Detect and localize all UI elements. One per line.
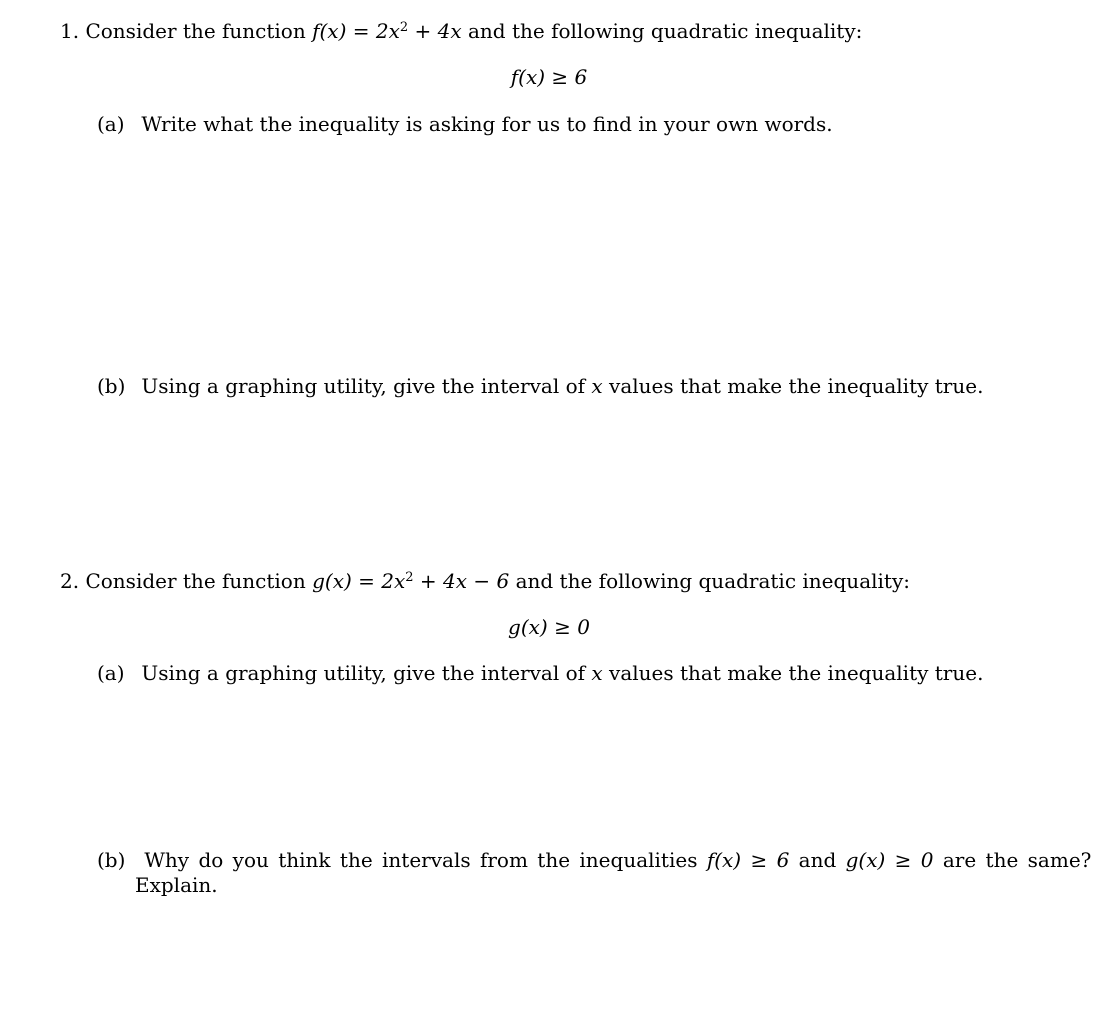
question-2-part-b-text-3: are the same? xyxy=(942,848,1092,872)
question-2-part-a-var: x xyxy=(591,661,603,685)
question-2-function-rhs-b: + 4x − 6 xyxy=(419,569,510,593)
question-1-number: 1. xyxy=(60,19,80,43)
question-2-function-lhs: g(x) xyxy=(312,569,352,593)
question-2-part-b-continuation xyxy=(135,872,218,898)
question-2-display-inequality xyxy=(0,614,1098,640)
question-1-part-a xyxy=(97,111,833,137)
question-1-function-exponent: 2 xyxy=(399,20,409,35)
question-2-intro-before: Consider the function xyxy=(85,569,306,593)
question-2-part-b-text-line2: Explain. xyxy=(135,873,218,897)
question-2-function-rhs-a: = 2x xyxy=(358,569,406,593)
question-2-part-b-text-2: and xyxy=(798,848,837,872)
question-1-part-b-text-after: values that make the inequality true. xyxy=(609,374,984,398)
question-1-part-b-label: (b) xyxy=(97,374,126,398)
question-1-part-b xyxy=(97,373,983,399)
question-2-function-exponent: 2 xyxy=(405,570,414,585)
question-1-display-inequality xyxy=(0,64,1098,90)
question-2-intro-after: and the following quadratic inequality: xyxy=(515,569,910,593)
question-1-part-b-var: x xyxy=(591,374,603,398)
question-1-intro-before: Consider the function xyxy=(85,19,306,43)
question-1-intro-after: and the following quadratic inequality: xyxy=(468,19,863,43)
question-1-intro xyxy=(60,18,862,44)
question-1-function-rhs-b: + 4x xyxy=(414,19,462,43)
question-2-part-a-text-after: values that make the inequality true. xyxy=(609,661,984,685)
question-1-part-b-text-before: Using a graphing utility, give the interval of xyxy=(141,374,586,398)
question-2-number: 2. xyxy=(60,569,80,593)
question-1-part-a-text: Write what the inequality is asking for us to find in your own words. xyxy=(141,112,833,136)
question-1-part-a-label: (a) xyxy=(97,112,125,136)
question-1-function-rhs-a: = 2x xyxy=(352,19,400,43)
question-2-inequality-text: g(x) ≥ 0 xyxy=(508,615,590,639)
question-1-inequality-text: f(x) ≥ 6 xyxy=(510,65,588,89)
question-1-function-lhs: f(x) xyxy=(312,19,347,43)
question-2-part-b-label: (b) xyxy=(97,848,126,872)
question-2-intro xyxy=(60,568,910,594)
question-2-part-a xyxy=(97,660,983,686)
question-2-part-a-label: (a) xyxy=(97,661,125,685)
question-2-part-b-inequality-1: f(x) ≥ 6 xyxy=(706,848,790,872)
question-2-part-b xyxy=(97,847,1091,873)
question-2-part-b-text-1: Why do you think the intervals from the inequalities xyxy=(144,848,698,872)
question-2-part-b-inequality-2: g(x) ≥ 0 xyxy=(845,848,934,872)
question-2-part-a-text-before: Using a graphing utility, give the interval of xyxy=(141,661,586,685)
